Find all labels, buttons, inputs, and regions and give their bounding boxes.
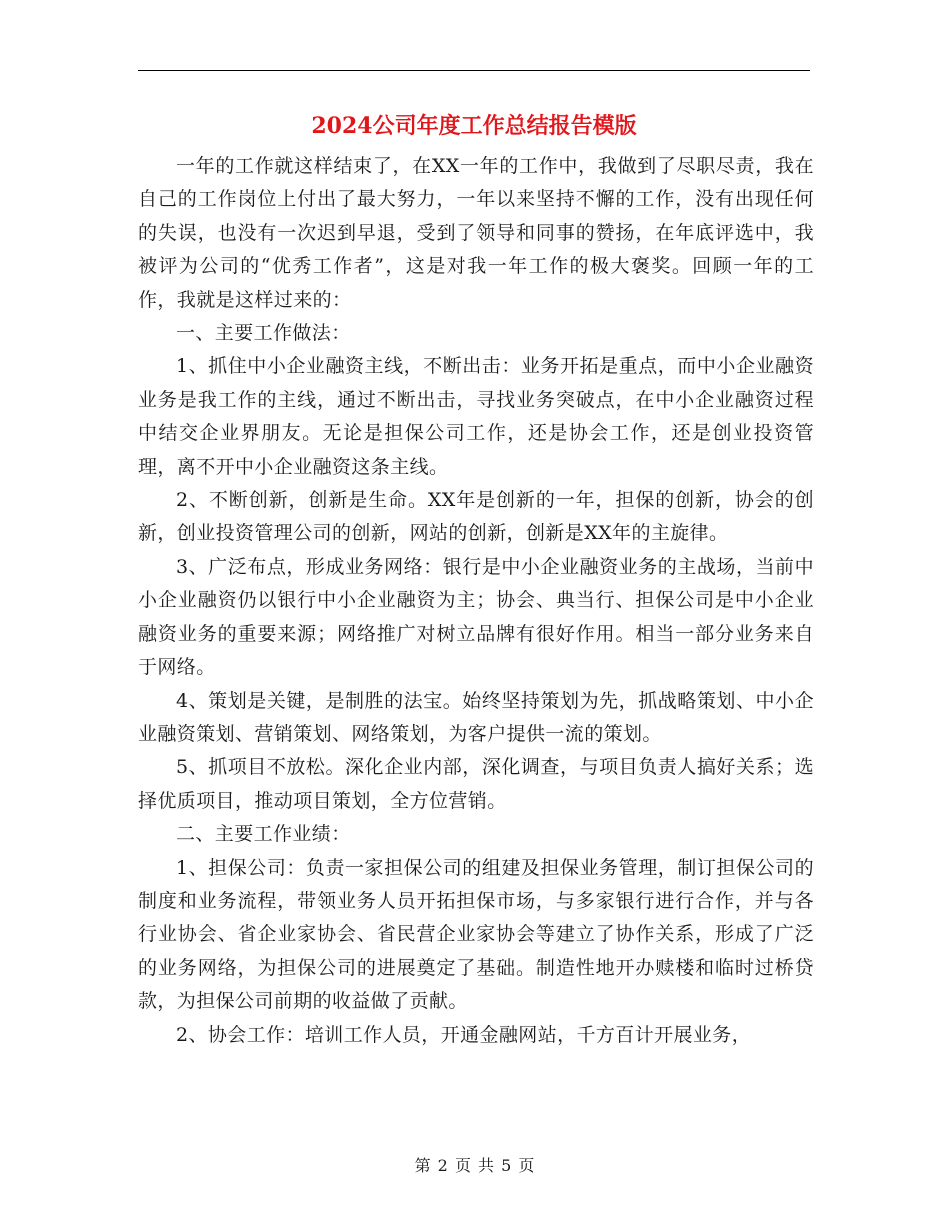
paragraph-method-3: 3、广泛布点，形成业务网络：银行是中小企业融资业务的主战场，当前中小企业融资仍以银行中小企业融资为主；协会、典当行、担保公司是中小企业融资业务的重要来源；网络推广对树立品牌有很好作用。相当一部分业务来自于网络。 <box>138 555 814 679</box>
document-body <box>138 150 814 1052</box>
paragraph-method-5: 5、抓项目不放松。深化企业内部，深化调查，与项目负责人搞好关系；选择优质项目，推动项目策划，全方位营销。 <box>138 756 814 812</box>
paragraph-achievement-2: 2、协会工作：培训工作人员，开通金融网站，千方百计开展业务， <box>176 1023 752 1046</box>
document-title: 2024公司年度工作总结报告模版 <box>311 113 637 139</box>
section-heading-achievements: 二、主要工作业绩： <box>176 823 351 846</box>
paragraph-intro: 一年的工作就这样结束了，在XX一年的工作中，我做到了尽职尽责，我在自己的工作岗位上付出了最大努力，一年以来坚持不懈的工作，没有出现任何的失误，也没有一次迟到早退，受到了领导和同事的赞扬，在年底评选中，我被评为公司的“优秀工作者”，这是对我一年工作的极大褒奖。回顾一年的工作，我就是这样过来的： <box>138 155 814 311</box>
paragraph-achievement-1: 1、担保公司：负责一家担保公司的组建及担保业务管理，制订担保公司的制度和业务流程，带领业务人员开拓担保市场，与多家银行进行合作，并与各行业协会、省企业家协会、省民营企业家协会等建立了协作关系，形成了广泛的业务网络，为担保公司的进展奠定了基础。制造性地开办赎楼和临时过桥贷款，为担保公司前期的收益做了贡献。 <box>138 856 814 1013</box>
paragraph-method-1: 1、抓住中小企业融资主线，不断出击：业务开拓是重点，而中小企业融资业务是我工作的主线，通过不断出击，寻找业务突破点，在中小企业融资过程中结交企业界朋友。无论是担保公司工作，还是协会工作，还是创业投资管理，离不开中小企业融资这条主线。 <box>138 355 814 478</box>
page-number-footer: 第 2 页 共 5 页 <box>414 1156 536 1175</box>
header-rule <box>138 70 810 71</box>
paragraph-method-4: 4、策划是关键，是制胜的法宝。始终坚持策划为先，抓战略策划、中小企业融资策划、营销策划、网络策划，为客户提供一流的策划。 <box>138 689 814 745</box>
section-heading-methods: 一、主要工作做法： <box>176 322 351 345</box>
paragraph-method-2: 2、不断创新，创新是生命。XX年是创新的一年，担保的创新，协会的创新，创业投资管理公司的创新，网站的创新，创新是XX年的主旋律。 <box>138 489 814 545</box>
